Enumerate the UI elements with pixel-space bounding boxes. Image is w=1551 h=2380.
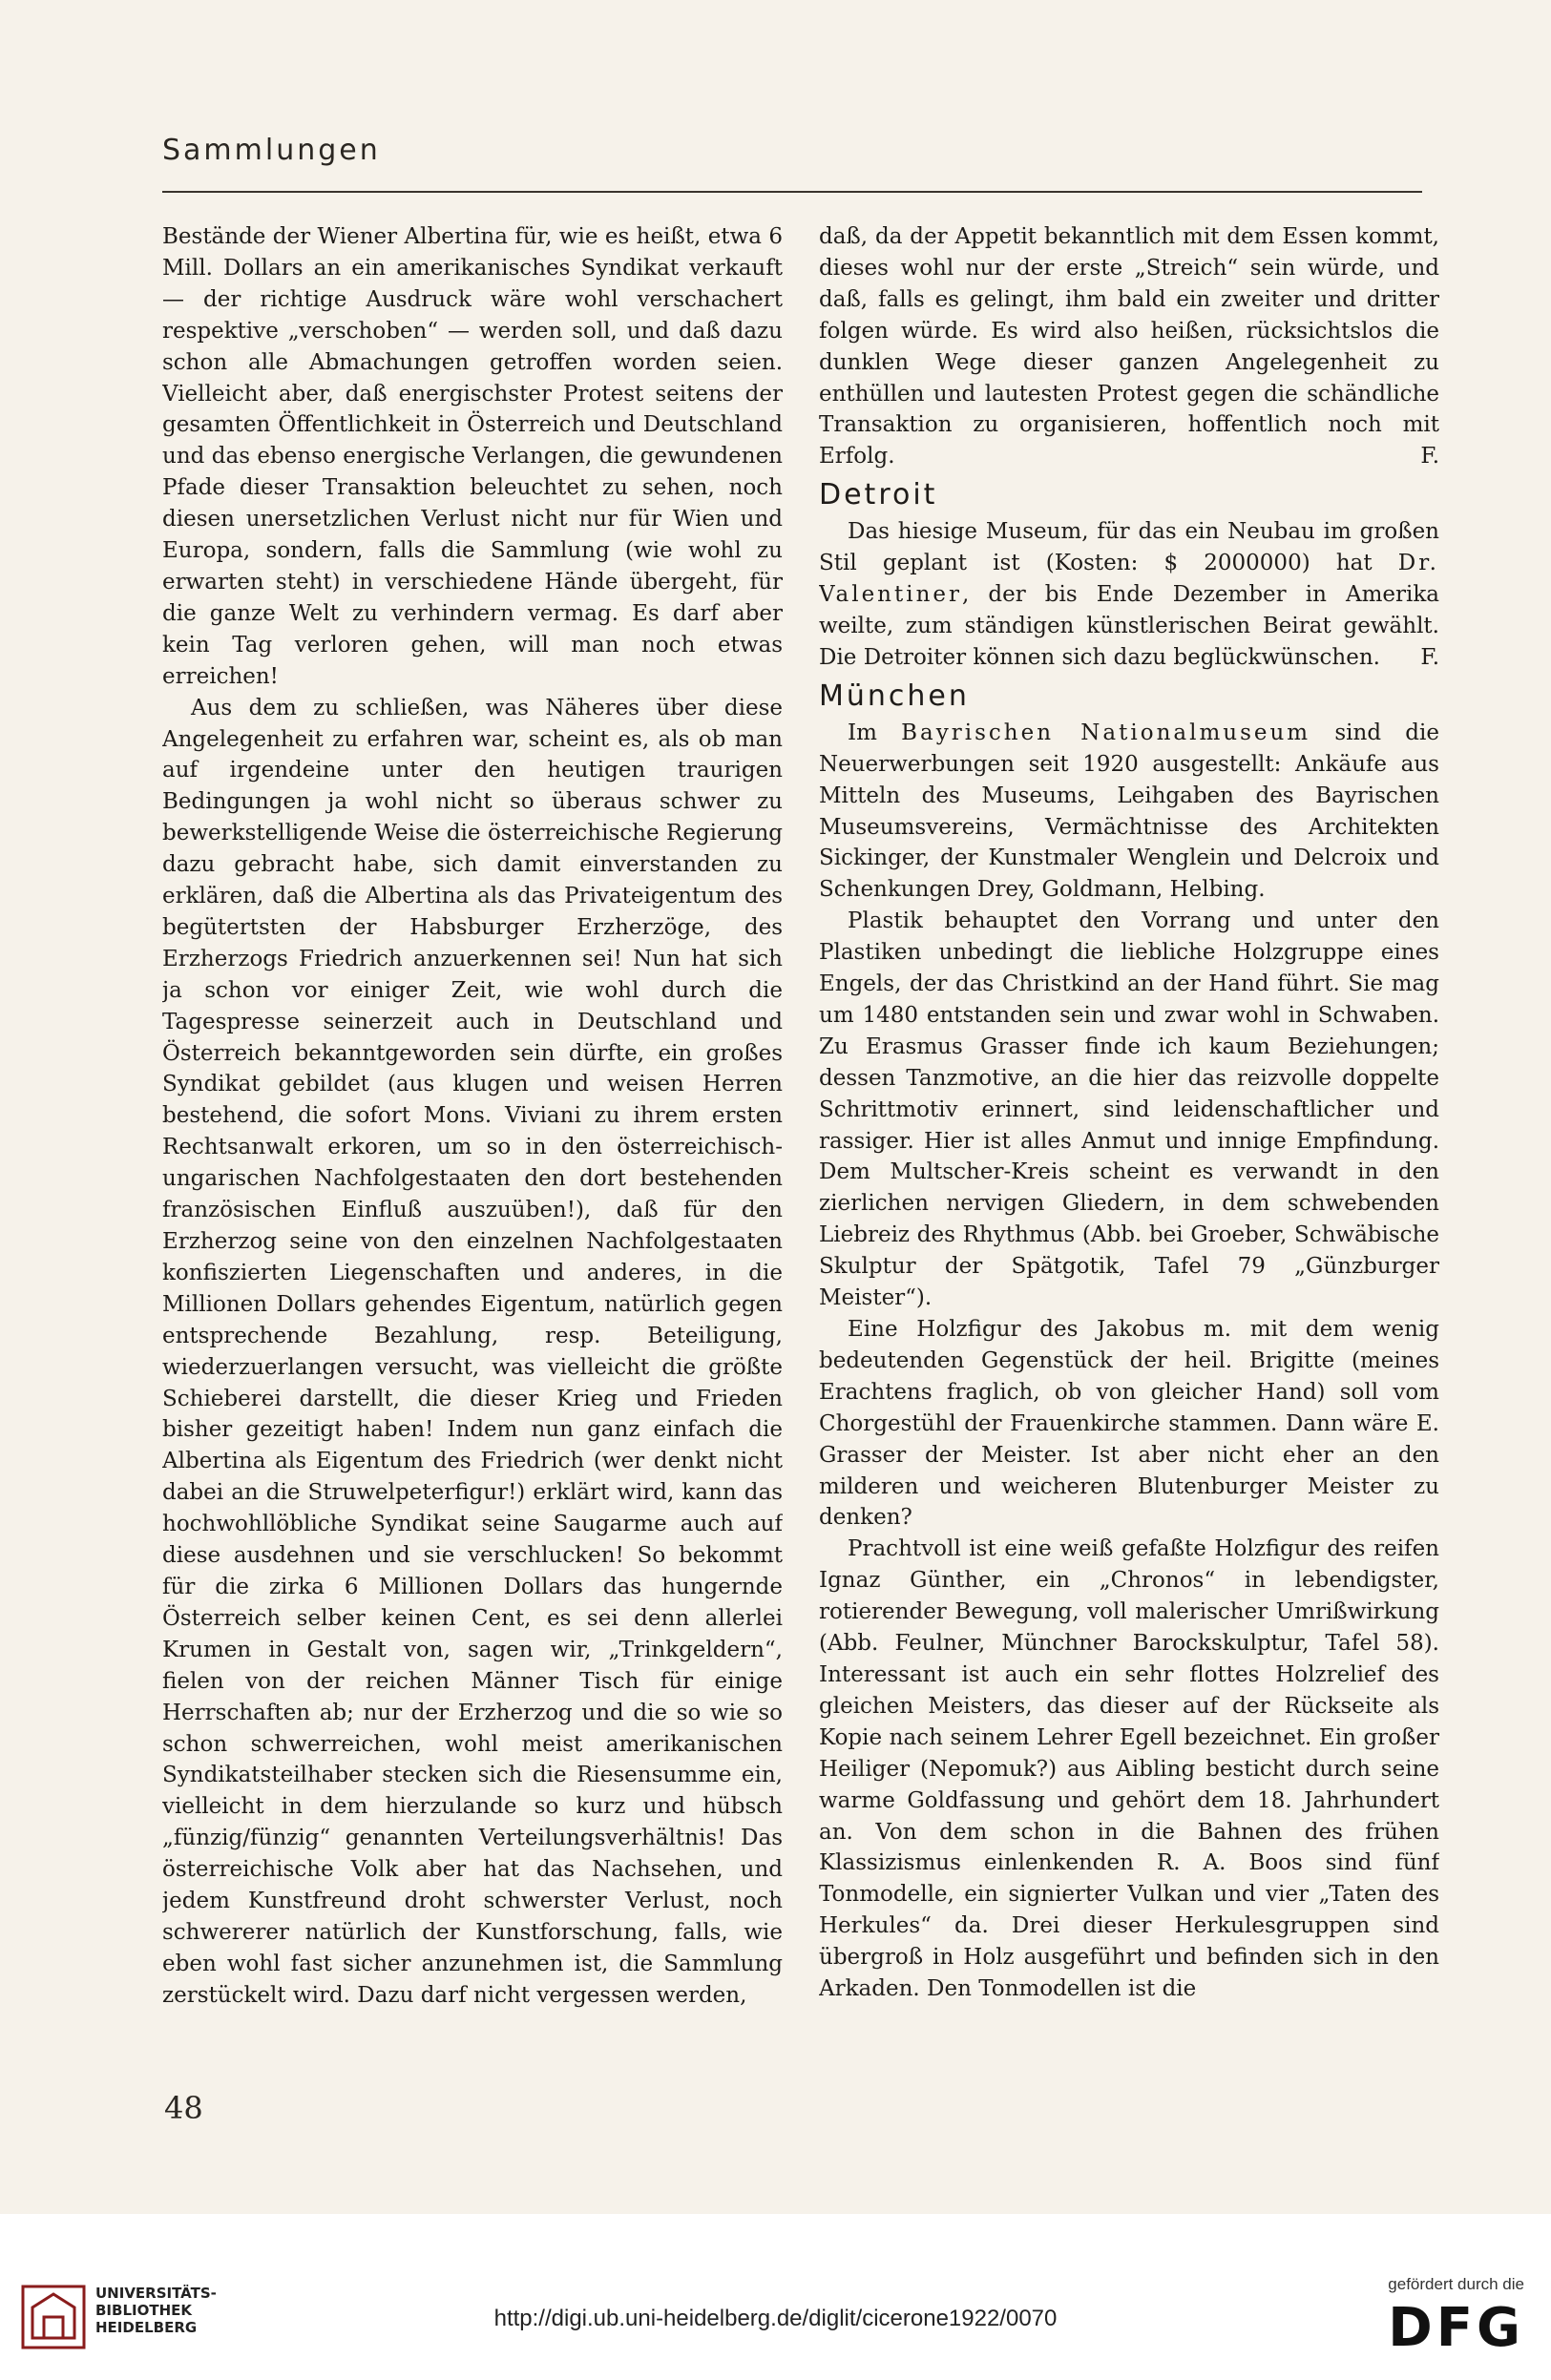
digitization-footer bbox=[0, 2262, 1551, 2380]
paragraph-continued bbox=[819, 221, 1439, 472]
library-name-line: UNIVERSITÄTS- bbox=[95, 2285, 217, 2302]
paragraph-muenchen-4: Prachtvoll ist eine weiß gefaßte Holzfigur des reifen Ignaz Günther, ein „Chronos“ in lebendigster, rotierender Bewegung, voll malerischer Umrißwirkung (Abb. Feulner, Münchner Barockskulptur, Tafel 58). Interessant ist auch ein sehr flottes Holzrelief des gleichen Meisters, das dieser auf der Rückseite als Kopie nach seinem Lehrer Egell bezeichnet. Ein großer Heiliger (Nepomuk?) aus Aibling besticht durch seine warme Goldfassung und gehört dem 18. Jahrhundert an. Von dem schon in die Bahnen des frühen Klassizismus einlenkenden R. A. Boos sind fünf Tonmodelle, ein signierter Vulkan und vier „Taten des Herkules“ da. Drei dieser Herkulesgruppen sind übergroß in Holz ausgeführt und befinden sich in den Arkaden. Den Tonmodellen ist die bbox=[819, 1536, 1439, 2002]
header-rule bbox=[162, 191, 1422, 193]
paragraph-muenchen-1 bbox=[819, 718, 1439, 906]
right-column bbox=[819, 221, 1439, 2092]
text: Das hiesige Museum, für das ein Neubau im großen Stil geplant ist (Kosten: bbox=[819, 519, 1439, 576]
museum-name: Bayrischen Nationalmuseum bbox=[901, 720, 1311, 745]
running-title: Sammlungen bbox=[162, 134, 381, 167]
section-heading-muenchen: München bbox=[819, 679, 970, 713]
author-signature: F. bbox=[1420, 444, 1439, 470]
cost-amount: $ 2000000 bbox=[1163, 551, 1302, 576]
paragraph: Bestände der Wiener Albertina für, wie es heißt, etwa 6 Mill. Dollars an ein amerikanisches Syndikat verkauft — der richtige Ausdruck wäre wohl verschachert respektive „verschoben“ — werden soll, und daß dazu schon alle Abmachungen getroffen worden seien. Vielleicht aber, daß energischster Protest seitens der gesamten Öffentlichkeit in Österreich und Deutschland und das ebenso energische Verlangen, die gewundenen Pfade dieser Transaktion beleuchtet zu sehen, noch diesen unersetzlichen Verlust nicht nur für Wien und Europa, sondern, falls die Sammlung (wie wohl zu erwarten steht) in verschiedene Hände übergeht, für die ganze Welt zu verhindern vermag. Es darf aber kein Tag verloren gehen, will man noch etwas erreichen! bbox=[162, 224, 783, 689]
paragraph-detroit bbox=[819, 516, 1439, 674]
text: , der bis Ende Dezember in Amerika weilte, zum ständigen künstlerischen Beirat gewählt. Die Detroiter können sich dazu beglückwünschen. bbox=[819, 582, 1439, 670]
section-heading-detroit: Detroit bbox=[819, 478, 938, 512]
library-name-line: HEIDELBERG bbox=[95, 2319, 198, 2336]
text: ) hat bbox=[1301, 551, 1398, 576]
library-name-line: BIBLIOTHEK bbox=[95, 2302, 192, 2319]
funding-label: gefördert durch die bbox=[1388, 2275, 1524, 2293]
text: Im bbox=[848, 720, 902, 745]
text: sind die Neuerwerbungen seit 1920 ausgestellt: Ankäufe aus Mitteln des Museums, Leihgaben des Bayrischen Museumsvereins, Vermächtnisse des Architekten Sickinger, der Kunstmaler Wenglein und Delcroix und Schenkungen Drey, Goldmann, Helbing. bbox=[819, 720, 1439, 903]
page-number: 48 bbox=[164, 2090, 203, 2126]
author-signature: F. bbox=[1420, 644, 1439, 670]
source-url-link[interactable]: http://digi.ub.uni-heidelberg.de/diglit/cicerone1922/0070 bbox=[493, 2306, 1058, 2331]
paragraph: Aus dem zu schließen, was Näheres über diese Angelegenheit zu erfahren war, scheint es, als ob man auf irgendeine unter den heutigen traurigen Bedingungen ja wohl nicht so überaus schwer zu bewerkstelligende Weise die österreichische Regierung dazu gebracht habe, sich damit einverstanden zu erklären, daß die Albertina als das Privateigentum des begütertsten der Habsburger Erzherzöge, des Erzherzogs Friedrich anzuerkennen sei! Nun hat sich ja schon vor einiger Zeit, wie wohl durch die Tagespresse seinerzeit auch in Deutschland und Österreich bekanntgeworden sein dürfte, ein großes Syndikat gebildet (aus klugen und weisen Herren bestehend, die sofort Mons. Viviani zu ihrem ersten Rechtsanwalt erkoren, um so in den österreichisch-ungarischen Nachfolgestaaten den dort bestehenden französischen Einfluß auszuüben!), daß für den Erzherzog seine von den einzelnen Nachfolgestaaten konfiszierten Liegenschaften und anderes, in die Millionen Dollars gehendes Eigentum, natürlich gegen entsprechende Bezahlung, resp. Beteiligung, wiederzuerlangen versucht, was vielleicht die größte Schieberei darstellt, die dieser Krieg und Frieden bisher gezeitigt haben! Indem nun ganz einfach die Albertina als Eigentum des Friedrich (wer denkt nicht dabei an die Struwelpeterfigur!) erklärt wird, kann das hochwohllöbliche Syndikat seine Saugarme auch auf diese ausdehnen und sie verschlucken! So bekommt für die zirka 6 Millionen Dollars das hungernde Österreich selber keinen Cent, es sei denn allerlei Krumen in Gestalt von, sagen wir, „Trinkgeldern“, fielen von der reichen Männer Tisch für einige Herrschaften ab; nur der Erzherzog und die so wie so schon schwerreichen, wohl meist amerikanischen Syndikatsteilhaber stecken sich die Riesensumme ein, vielleicht in dem hierzulande so kurz und hübsch „fünzig/fünzig“ genannten Verteilungsverhältnis! Das österreichische Volk aber hat das Nachsehen, und jedem Kunstfreund droht schwerster Verlust, noch schwererer natürlich der Kunstforschung, falls, wie eben wohl fast sicher anzunehmen ist, die Sammlung zerstückelt wird. Dazu darf nicht vergessen werden, bbox=[162, 695, 783, 2008]
paragraph-muenchen-2: Plastik behauptet den Vorrang und unter den Plastiken unbedingt die liebliche Holzgruppe eines Engels, der das Christkind an der Hand führt. Sie mag um 1480 entstanden sein und zwar wohl in Schwaben. Zu Erasmus Grasser finde ich kaum Beziehungen; dessen Tanzmotive, an die hier das reizvolle doppelte Schrittmotiv erinnert, sind leidenschaftlicher und rassiger. Hier ist alles Anmut und innige Empfindung. Dem Multscher-Kreis scheint es verwandt in den zierlichen nervigen Gliedern, in dem schwebenden Liebreiz des Rhythmus (Abb. bei Groeber, Schwäbische Skulptur der Spätgotik, Tafel 79 „Günzburger Meister“). bbox=[819, 908, 1439, 1311]
paragraph-muenchen-3: Eine Holzfigur des Jakobus m. mit dem wenig bedeutenden Gegenstück der heil. Brigitte (meines Erachtens fraglich, ob von gleicher Hand) soll vom Chorgestühl der Frauenkirche stammen. Dann wäre E. Grasser der Meister. Ist aber nicht eher an den milderen und weicheren Blutenburger Meister zu denken? bbox=[819, 1317, 1439, 1531]
person-name: Dr. Valentiner bbox=[819, 551, 1439, 608]
dfg-logo: DFG bbox=[1388, 2297, 1524, 2359]
left-column bbox=[162, 221, 783, 2092]
paragraph-text: daß, da der Appetit bekanntlich mit dem Essen kommt, dieses wohl nur der erste „Streich“ sein würde, und daß, falls es gelingt, ihm bald ein zweiter und dritter folgen würde. Es wird also heißen, rücksichtslos die dunklen Wege dieser ganzen Angelegenheit zu enthüllen und lautesten Protest gegen die schändliche Transaktion zu organisieren, hoffentlich noch mit Erfolg. bbox=[819, 224, 1439, 470]
